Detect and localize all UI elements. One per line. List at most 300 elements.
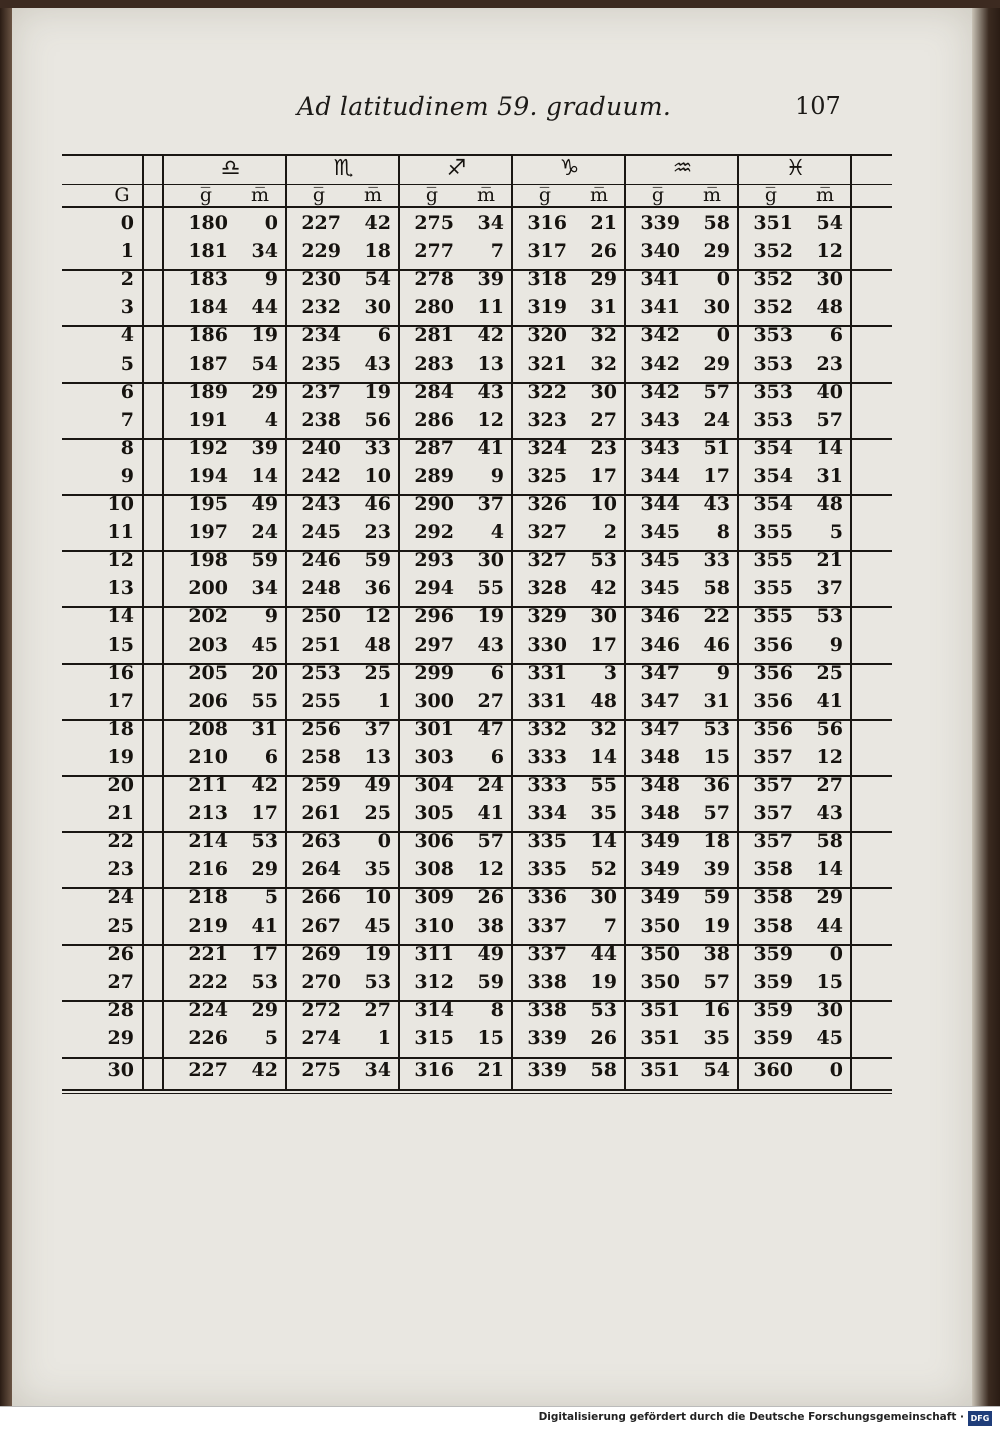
- table-rule: [62, 1089, 892, 1091]
- cell-degrees: 335: [527, 830, 567, 853]
- cell-minutes: 57: [477, 830, 504, 853]
- subheader-degrees: g̅: [199, 184, 213, 206]
- book-edge-right: [972, 8, 1000, 1406]
- row-degree: 10: [107, 493, 134, 515]
- cell-degrees: 358: [753, 886, 793, 909]
- cell-minutes: 41: [477, 436, 504, 459]
- cell-minutes: 5: [264, 1026, 278, 1049]
- cell-degrees: 348: [640, 745, 680, 768]
- cell-degrees: 205: [188, 661, 228, 684]
- row-degree: 13: [107, 577, 134, 600]
- cell-degrees: 221: [188, 942, 228, 965]
- cell-degrees: 266: [301, 886, 341, 909]
- subheader-minutes: m̅: [476, 184, 496, 206]
- cell-degrees: 183: [188, 268, 228, 291]
- cell-minutes: 57: [816, 408, 843, 431]
- cell-degrees: 331: [527, 661, 567, 684]
- cell-degrees: 206: [188, 689, 228, 712]
- cell-minutes: 7: [490, 240, 504, 263]
- cell-minutes: 9: [264, 605, 278, 628]
- cell-degrees: 305: [414, 802, 454, 825]
- cell-degrees: 350: [640, 914, 680, 937]
- sagittarius-icon: ♐: [446, 156, 467, 181]
- cell-minutes: 18: [703, 830, 730, 853]
- cell-minutes: 35: [364, 858, 391, 881]
- cell-minutes: 54: [251, 352, 278, 375]
- cell-degrees: 184: [188, 296, 228, 319]
- cell-minutes: 58: [703, 212, 730, 234]
- cell-degrees: 240: [301, 436, 341, 459]
- row-degree: 20: [107, 774, 134, 796]
- cell-minutes: 26: [477, 886, 504, 909]
- row-degree: 8: [120, 436, 134, 459]
- cell-degrees: 283: [414, 352, 454, 375]
- cell-minutes: 35: [703, 1026, 730, 1049]
- cell-minutes: 24: [703, 408, 730, 431]
- cell-degrees: 352: [753, 268, 793, 291]
- cell-minutes: 52: [590, 858, 617, 881]
- cell-degrees: 356: [753, 661, 793, 684]
- book-gutter-left: [0, 8, 12, 1406]
- row-degree: 19: [107, 745, 134, 768]
- subheader-minutes: m̅: [589, 184, 609, 206]
- cell-minutes: 9: [716, 661, 730, 684]
- cell-degrees: 197: [188, 521, 228, 544]
- cell-degrees: 245: [301, 521, 341, 544]
- subheader-degrees: g̅: [538, 184, 552, 206]
- cell-minutes: 44: [816, 914, 843, 937]
- cell-minutes: 57: [703, 970, 730, 993]
- cell-degrees: 345: [640, 577, 680, 600]
- cell-minutes: 3: [603, 661, 617, 684]
- cell-minutes: 19: [364, 380, 391, 403]
- column-rule: [285, 156, 287, 1089]
- cell-minutes: 42: [251, 1059, 278, 1081]
- row-degree: 6: [120, 380, 134, 403]
- cell-degrees: 355: [753, 549, 793, 572]
- cell-minutes: 23: [590, 436, 617, 459]
- row-degree: 21: [107, 802, 134, 825]
- cell-degrees: 353: [753, 380, 793, 403]
- cell-degrees: 191: [188, 408, 228, 431]
- cell-minutes: 12: [816, 240, 843, 263]
- cell-minutes: 1: [377, 689, 391, 712]
- cell-degrees: 269: [301, 942, 341, 965]
- cell-minutes: 39: [477, 268, 504, 291]
- cell-degrees: 359: [753, 998, 793, 1021]
- table-rule: [62, 1057, 892, 1059]
- footer-credit: Digitalisierung gefördert durch die Deutsche Forschungsgemeinschaft ·: [538, 1411, 964, 1423]
- subheader-minutes: m̅: [815, 184, 835, 206]
- cell-minutes: 30: [590, 605, 617, 628]
- cell-minutes: 25: [364, 802, 391, 825]
- cell-minutes: 59: [703, 886, 730, 909]
- cell-minutes: 41: [816, 689, 843, 712]
- cell-minutes: 29: [251, 858, 278, 881]
- cell-minutes: 55: [251, 689, 278, 712]
- column-rule: [737, 156, 739, 1089]
- cell-minutes: 8: [490, 998, 504, 1021]
- cell-minutes: 30: [590, 886, 617, 909]
- cell-degrees: 346: [640, 605, 680, 628]
- row-degree: 22: [107, 830, 134, 853]
- cell-degrees: 250: [301, 605, 341, 628]
- cell-minutes: 54: [703, 1059, 730, 1081]
- cell-degrees: 334: [527, 802, 567, 825]
- cell-minutes: 12: [477, 408, 504, 431]
- cell-degrees: 348: [640, 774, 680, 796]
- column-rule: [398, 156, 400, 1089]
- cell-degrees: 308: [414, 858, 454, 881]
- cell-degrees: 357: [753, 774, 793, 796]
- cell-minutes: 47: [477, 717, 504, 740]
- cell-degrees: 211: [188, 774, 228, 796]
- cell-minutes: 37: [364, 717, 391, 740]
- cell-degrees: 224: [188, 998, 228, 1021]
- cell-degrees: 256: [301, 717, 341, 740]
- cell-minutes: 9: [490, 464, 504, 487]
- subheader-minutes: m̅: [250, 184, 270, 206]
- cell-minutes: 56: [364, 408, 391, 431]
- cell-degrees: 297: [414, 633, 454, 656]
- cell-minutes: 6: [490, 745, 504, 768]
- cell-minutes: 53: [251, 830, 278, 853]
- running-title: Ad latitudinem 59. graduum.: [297, 92, 672, 121]
- column-rule: [624, 156, 626, 1089]
- cell-degrees: 232: [301, 296, 341, 319]
- cell-minutes: 12: [364, 605, 391, 628]
- cell-minutes: 19: [477, 605, 504, 628]
- cell-degrees: 303: [414, 745, 454, 768]
- cell-minutes: 39: [703, 858, 730, 881]
- cell-degrees: 351: [640, 998, 680, 1021]
- subheader-degrees: g̅: [764, 184, 778, 206]
- cell-degrees: 359: [753, 942, 793, 965]
- cell-degrees: 345: [640, 521, 680, 544]
- cell-minutes: 43: [816, 802, 843, 825]
- cell-minutes: 34: [251, 577, 278, 600]
- cell-minutes: 0: [377, 830, 391, 853]
- cell-minutes: 58: [590, 1059, 617, 1081]
- cell-degrees: 341: [640, 296, 680, 319]
- cell-degrees: 251: [301, 633, 341, 656]
- cell-degrees: 351: [753, 212, 793, 234]
- cell-degrees: 350: [640, 942, 680, 965]
- cell-minutes: 15: [477, 1026, 504, 1049]
- cell-degrees: 270: [301, 970, 341, 993]
- column-rule: [142, 156, 144, 1089]
- cell-degrees: 349: [640, 858, 680, 881]
- cell-minutes: 12: [816, 745, 843, 768]
- cell-minutes: 48: [816, 296, 843, 319]
- cell-minutes: 36: [703, 774, 730, 796]
- scorpio-icon: ♏: [333, 156, 354, 181]
- cell-minutes: 57: [703, 380, 730, 403]
- cell-degrees: 337: [527, 914, 567, 937]
- subheader-g: G: [114, 184, 130, 206]
- cell-minutes: 35: [590, 802, 617, 825]
- cell-degrees: 354: [753, 493, 793, 515]
- column-rule: [850, 156, 852, 1089]
- cell-minutes: 15: [816, 970, 843, 993]
- cell-degrees: 230: [301, 268, 341, 291]
- cell-minutes: 5: [264, 886, 278, 909]
- cell-minutes: 48: [816, 493, 843, 515]
- cell-minutes: 20: [251, 661, 278, 684]
- cell-minutes: 17: [251, 802, 278, 825]
- cell-minutes: 0: [716, 324, 730, 347]
- cell-degrees: 214: [188, 830, 228, 853]
- cell-degrees: 234: [301, 324, 341, 347]
- cell-degrees: 357: [753, 830, 793, 853]
- cell-minutes: 21: [816, 549, 843, 572]
- book-page: [12, 8, 972, 1406]
- cell-degrees: 192: [188, 436, 228, 459]
- cell-minutes: 42: [590, 577, 617, 600]
- cell-minutes: 42: [364, 212, 391, 234]
- cell-minutes: 44: [590, 942, 617, 965]
- cell-minutes: 29: [703, 352, 730, 375]
- cell-degrees: 325: [527, 464, 567, 487]
- cell-degrees: 348: [640, 802, 680, 825]
- cell-minutes: 58: [703, 577, 730, 600]
- cell-degrees: 237: [301, 380, 341, 403]
- cell-degrees: 357: [753, 745, 793, 768]
- cell-degrees: 294: [414, 577, 454, 600]
- cell-minutes: 43: [477, 380, 504, 403]
- cell-degrees: 330: [527, 633, 567, 656]
- row-degree: 3: [120, 296, 134, 319]
- cell-minutes: 53: [251, 970, 278, 993]
- cell-minutes: 14: [590, 745, 617, 768]
- cell-minutes: 42: [251, 774, 278, 796]
- cell-degrees: 213: [188, 802, 228, 825]
- cell-minutes: 59: [251, 549, 278, 572]
- cell-degrees: 359: [753, 970, 793, 993]
- cell-degrees: 358: [753, 858, 793, 881]
- cell-degrees: 341: [640, 268, 680, 291]
- cell-degrees: 226: [188, 1026, 228, 1049]
- cell-minutes: 30: [477, 549, 504, 572]
- row-degree: 15: [107, 633, 134, 656]
- cell-degrees: 336: [527, 886, 567, 909]
- cell-degrees: 289: [414, 464, 454, 487]
- cell-degrees: 329: [527, 605, 567, 628]
- digitization-footer: [0, 1406, 1000, 1432]
- cell-minutes: 58: [816, 830, 843, 853]
- cell-minutes: 5: [829, 521, 843, 544]
- row-degree: 17: [107, 689, 134, 712]
- cell-degrees: 306: [414, 830, 454, 853]
- cell-degrees: 345: [640, 549, 680, 572]
- cell-degrees: 280: [414, 296, 454, 319]
- cell-degrees: 312: [414, 970, 454, 993]
- cell-degrees: 347: [640, 661, 680, 684]
- cell-minutes: 57: [703, 802, 730, 825]
- cell-minutes: 29: [251, 998, 278, 1021]
- cell-minutes: 42: [477, 324, 504, 347]
- cell-minutes: 0: [716, 268, 730, 291]
- cell-minutes: 24: [477, 774, 504, 796]
- cell-minutes: 55: [477, 577, 504, 600]
- cell-degrees: 243: [301, 493, 341, 515]
- cell-degrees: 339: [527, 1026, 567, 1049]
- cell-degrees: 278: [414, 268, 454, 291]
- cell-minutes: 21: [590, 212, 617, 234]
- cell-minutes: 29: [590, 268, 617, 291]
- cell-degrees: 344: [640, 464, 680, 487]
- cell-degrees: 357: [753, 802, 793, 825]
- cell-degrees: 355: [753, 577, 793, 600]
- cell-degrees: 339: [640, 212, 680, 234]
- cell-degrees: 340: [640, 240, 680, 263]
- row-degree: 23: [107, 858, 134, 881]
- cell-minutes: 16: [703, 998, 730, 1021]
- cell-minutes: 26: [590, 240, 617, 263]
- cell-degrees: 342: [640, 324, 680, 347]
- row-degree: 28: [107, 998, 134, 1021]
- cell-degrees: 218: [188, 886, 228, 909]
- cell-degrees: 290: [414, 493, 454, 515]
- cell-degrees: 219: [188, 914, 228, 937]
- cell-degrees: 309: [414, 886, 454, 909]
- cell-degrees: 349: [640, 830, 680, 853]
- cell-degrees: 350: [640, 970, 680, 993]
- cell-degrees: 255: [301, 689, 341, 712]
- cell-degrees: 356: [753, 633, 793, 656]
- cell-degrees: 322: [527, 380, 567, 403]
- cell-degrees: 352: [753, 240, 793, 263]
- cell-minutes: 33: [364, 436, 391, 459]
- column-rule: [162, 156, 164, 1089]
- cell-degrees: 229: [301, 240, 341, 263]
- cell-degrees: 253: [301, 661, 341, 684]
- cell-degrees: 248: [301, 577, 341, 600]
- cell-minutes: 43: [703, 493, 730, 515]
- cell-minutes: 41: [251, 914, 278, 937]
- cell-degrees: 296: [414, 605, 454, 628]
- cell-degrees: 272: [301, 998, 341, 1021]
- cell-degrees: 281: [414, 324, 454, 347]
- cell-minutes: 19: [364, 942, 391, 965]
- cell-minutes: 53: [590, 549, 617, 572]
- cell-minutes: 6: [377, 324, 391, 347]
- cell-degrees: 304: [414, 774, 454, 796]
- cell-minutes: 10: [364, 464, 391, 487]
- cell-minutes: 37: [816, 577, 843, 600]
- cell-minutes: 31: [590, 296, 617, 319]
- cell-degrees: 327: [527, 521, 567, 544]
- cell-degrees: 202: [188, 605, 228, 628]
- cell-degrees: 323: [527, 408, 567, 431]
- cell-minutes: 31: [703, 689, 730, 712]
- cell-degrees: 342: [640, 380, 680, 403]
- cell-minutes: 59: [364, 549, 391, 572]
- cell-minutes: 25: [816, 661, 843, 684]
- cell-minutes: 31: [251, 717, 278, 740]
- cell-minutes: 49: [364, 774, 391, 796]
- row-degree: 1: [120, 240, 134, 263]
- row-degree: 25: [107, 914, 134, 937]
- cell-degrees: 242: [301, 464, 341, 487]
- cell-minutes: 54: [364, 268, 391, 291]
- libra-icon: ♎: [220, 156, 241, 181]
- cell-degrees: 181: [188, 240, 228, 263]
- cell-minutes: 30: [703, 296, 730, 319]
- cell-minutes: 53: [590, 998, 617, 1021]
- row-degree: 4: [120, 324, 134, 347]
- cell-degrees: 293: [414, 549, 454, 572]
- cell-minutes: 53: [364, 970, 391, 993]
- table-rule: [62, 206, 892, 208]
- cell-degrees: 275: [301, 1059, 341, 1081]
- cell-degrees: 263: [301, 830, 341, 853]
- cell-degrees: 284: [414, 380, 454, 403]
- cell-minutes: 14: [251, 464, 278, 487]
- dfg-logo: DFG: [968, 1411, 992, 1426]
- cell-degrees: 195: [188, 493, 228, 515]
- row-degree: 24: [107, 886, 134, 909]
- cell-degrees: 331: [527, 689, 567, 712]
- cell-degrees: 227: [188, 1059, 228, 1081]
- cell-minutes: 49: [251, 493, 278, 515]
- cell-degrees: 358: [753, 914, 793, 937]
- cell-minutes: 27: [590, 408, 617, 431]
- cell-minutes: 30: [816, 268, 843, 291]
- cell-degrees: 342: [640, 352, 680, 375]
- cell-minutes: 25: [364, 661, 391, 684]
- cell-minutes: 12: [477, 858, 504, 881]
- cell-minutes: 10: [590, 493, 617, 515]
- row-degree: 0: [120, 212, 134, 234]
- cell-degrees: 200: [188, 577, 228, 600]
- cell-minutes: 34: [251, 240, 278, 263]
- cell-minutes: 34: [364, 1059, 391, 1081]
- cell-degrees: 338: [527, 998, 567, 1021]
- cell-minutes: 37: [477, 493, 504, 515]
- cell-degrees: 286: [414, 408, 454, 431]
- cell-degrees: 324: [527, 436, 567, 459]
- cell-degrees: 287: [414, 436, 454, 459]
- subheader-degrees: g̅: [651, 184, 665, 206]
- cell-minutes: 17: [590, 633, 617, 656]
- cell-degrees: 343: [640, 436, 680, 459]
- cell-minutes: 38: [703, 942, 730, 965]
- cell-degrees: 319: [527, 296, 567, 319]
- cell-minutes: 32: [590, 324, 617, 347]
- cell-minutes: 13: [477, 352, 504, 375]
- row-degree: 2: [120, 268, 134, 291]
- cell-minutes: 14: [816, 858, 843, 881]
- cell-degrees: 275: [414, 212, 454, 234]
- cell-degrees: 352: [753, 296, 793, 319]
- cell-minutes: 29: [251, 380, 278, 403]
- cell-minutes: 7: [603, 914, 617, 937]
- cell-minutes: 1: [377, 1026, 391, 1049]
- row-degree: 30: [107, 1059, 134, 1081]
- cell-degrees: 326: [527, 493, 567, 515]
- cell-degrees: 316: [414, 1059, 454, 1081]
- cell-minutes: 46: [364, 493, 391, 515]
- column-rule: [511, 156, 513, 1089]
- cell-minutes: 59: [477, 970, 504, 993]
- cell-degrees: 194: [188, 464, 228, 487]
- cell-degrees: 351: [640, 1026, 680, 1049]
- cell-degrees: 332: [527, 717, 567, 740]
- cell-minutes: 22: [703, 605, 730, 628]
- cell-degrees: 333: [527, 745, 567, 768]
- cell-minutes: 48: [364, 633, 391, 656]
